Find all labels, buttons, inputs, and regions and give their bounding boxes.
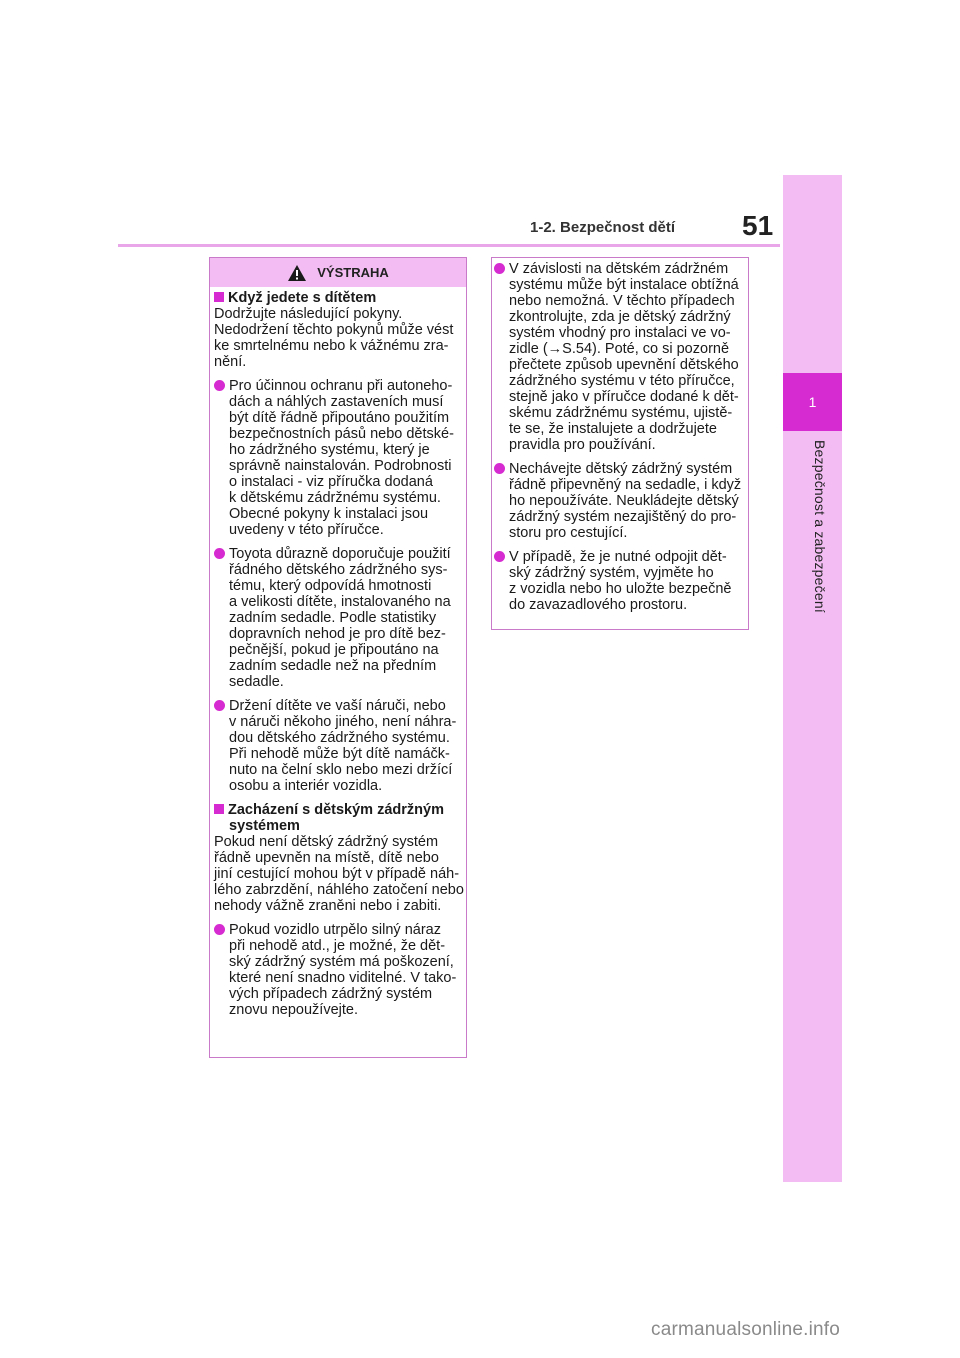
bullet-icon — [494, 263, 505, 274]
bullet-item: V případě, že je nutné odpojit dět- ský zádržný systém, vyjměte ho z vozidla nebo ho uložte bezpečně do zavazadlového prostoru. — [494, 549, 744, 613]
bullet-icon — [214, 380, 225, 391]
paragraph: Dodržujte následující pokyny. Nedodržení těchto pokynů může vést ke smrtelnému nebo k vážnému zra- nění. — [214, 306, 454, 370]
page-number: 51 — [742, 210, 774, 241]
left-column — [214, 290, 464, 1018]
bullet-item: Pro účinnou ochranu při autoneho- dách a náhlých zastaveních musí být dítě řádně připoutáno použitím bezpečnostních pásů nebo dětské- ho zádržného systému, který je správně nainstalován. Podrobnosti o instalaci - viz příručka dodaná k dětskému zádržnému systému. Obecné pokyny k instalaci jsou uvedeny v této příručce. — [214, 378, 464, 538]
warning-label: VÝSTRAHA — [317, 265, 389, 280]
paragraph: Pokud není dětský zádržný systém řádně upevněn na místě, dítě nebo jiní cestující mohou být v případě náh- lého zabrzdění, náhlého zatočení nebo nehody vážně zraněni nebo i zabiti. — [214, 834, 464, 914]
right-column — [494, 261, 744, 613]
warning-triangle-icon — [287, 264, 307, 282]
chapter-number-tab[interactable]: 1 — [783, 373, 842, 431]
header-rule — [118, 244, 780, 247]
bullet-item: Toyota důrazně doporučuje použití řádného dětského zádržného sys- tému, který odpovídá hmotnosti a velikosti dítěte, instalovaného na zadním sedadle. Podle statistiky dopravních nehod je pro dítě bez- pečnější, pokud je připoutáno na zadním sedadle než na předním sedadle. — [214, 546, 464, 690]
bullet-icon — [494, 463, 505, 474]
chapter-title: Bezpečnost a zabezpečení — [812, 440, 828, 613]
bullet-icon — [214, 548, 225, 559]
watermark: carmanualsonline.info — [651, 1319, 841, 1340]
section-title: 1-2. Bezpečnost dětí — [530, 219, 676, 236]
bullet-icon — [214, 924, 225, 935]
page-reference-link[interactable]: zidle (→S.54). Poté, co si pozorně — [509, 341, 730, 357]
bullet-item: Držení dítěte ve vaší náruči, nebo v náruči někoho jiného, není náhra- dou dětského zádržného systému. Při nehodě může být dítě namáčk- nuto na čelní sklo nebo mezi držící osobu a interiér vozidla. — [214, 698, 464, 794]
subheading: Když jedete s dítětem — [214, 290, 464, 306]
square-bullet-icon — [214, 804, 224, 814]
bullet-item: Nechávejte dětský zádržný systém řádně připevněný na sedadle, i když ho nepoužíváte. Neukládejte dětský zádržný systém nezajištěný do pro- storu pro cestující. — [494, 461, 744, 541]
warning-header — [210, 258, 466, 287]
bullet-item: Pokud vozidlo utrpělo silný náraz při nehodě atd., je možné, že dět- ský zádržný systém má poškození, které není snadno viditelné. V tako- vých případech zádržný systém znovu nepoužívejte. — [214, 922, 464, 1018]
bullet-icon — [214, 700, 225, 711]
subheading: Zacházení s dětským zádržným systémem — [214, 802, 464, 834]
side-tab — [783, 175, 842, 1182]
square-bullet-icon — [214, 292, 224, 302]
bullet-icon — [494, 551, 505, 562]
bullet-item: V závislosti na dětském zádržném systému může být instalace obtížná nebo nemožná. V těchto případech zkontrolujte, zda je dětský zádržný systém vhodný pro instalaci ve vo- zidle (→S.54). Poté, co si pozorně přečtete způsob upevnění dětského zádržného systému v této příručce, stejně jako v příručce dodané k dět- skému zádržnému systému, ujistě- te se, že instalujete a dodržujete pravidla pro používání. — [494, 261, 744, 453]
